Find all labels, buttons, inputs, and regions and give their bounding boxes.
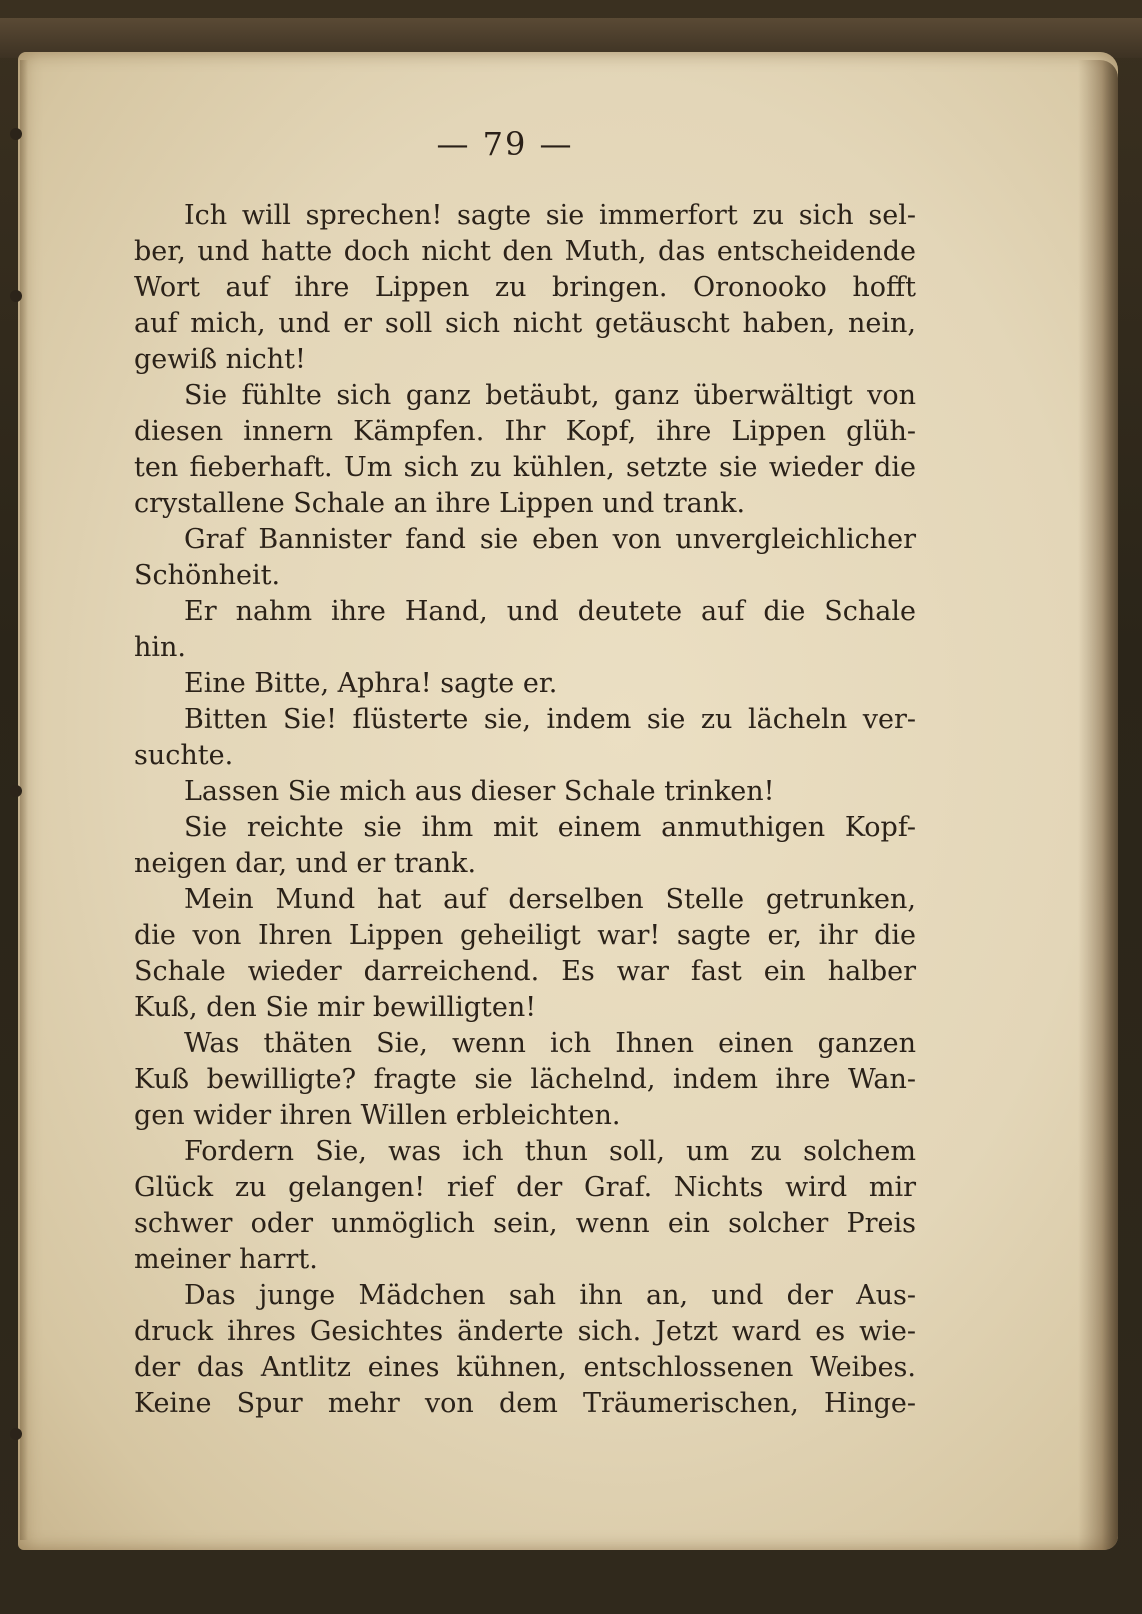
text-line: Kuß bewilligte? fragte sie lächelnd, indem ihre Wan-	[134, 1064, 916, 1095]
page-number: — 79 —	[436, 125, 574, 163]
text-line: der das Antlitz eines kühnen, entschlossenen Weibes.	[134, 1352, 916, 1383]
text-line: die von Ihren Lippen geheiligt war! sagte er, ihr die	[134, 920, 916, 951]
body-text	[134, 198, 916, 1422]
text-line: Schale wieder darreichend. Es war fast ein halber	[134, 956, 916, 987]
text-line: schwer oder unmöglich sein, wenn ein solcher Preis	[134, 1208, 916, 1239]
text-line: crystallene Schale an ihre Lippen und trank.	[134, 488, 746, 519]
text-line: Ich will sprechen! sagte sie immerfort zu sich sel-	[184, 200, 916, 231]
text-line: Sie fühlte sich ganz betäubt, ganz überwältigt von	[184, 380, 916, 411]
text-line: meiner harrt.	[134, 1244, 318, 1275]
page-gutter-shadow	[20, 60, 28, 1540]
text-line: Kuß, den Sie mir bewilligten!	[134, 992, 537, 1023]
text-line: diesen innern Kämpfen. Ihr Kopf, ihre Lippen glüh-	[134, 416, 916, 447]
text-line: auf mich, und er soll sich nicht getäuscht haben, nein,	[134, 308, 916, 339]
text-line: ten fieberhaft. Um sich zu kühlen, setzte sie wieder die	[134, 452, 916, 483]
text-line: Sie reichte sie ihm mit einem anmuthigen Kopf-	[184, 812, 916, 843]
text-line: hin.	[134, 632, 186, 663]
page-right-edge	[1078, 60, 1118, 1550]
text-line: Wort auf ihre Lippen zu bringen. Oronooko hofft	[134, 272, 916, 303]
text-line: Was thäten Sie, wenn ich Ihnen einen ganzen	[184, 1028, 916, 1059]
text-line: ber, und hatte doch nicht den Muth, das entscheidende	[134, 236, 916, 267]
text-line: Bitten Sie! flüsterte sie, indem sie zu lächeln ver-	[184, 704, 916, 735]
text-line: Eine Bitte, Aphra! sagte er.	[184, 668, 558, 699]
text-line: Er nahm ihre Hand, und deutete auf die Schale	[184, 596, 916, 627]
binding-thread-mark	[10, 1428, 22, 1440]
text-line: Glück zu gelangen! rief der Graf. Nichts wird mir	[134, 1172, 916, 1203]
text-line: Keine Spur mehr von dem Träumerischen, Hinge-	[134, 1388, 916, 1419]
text-line: neigen dar, und er trank.	[134, 848, 477, 879]
text-line: gewiß nicht!	[134, 344, 306, 375]
binding-thread-mark	[10, 785, 22, 797]
text-line: Graf Bannister fand sie eben von unvergleichlicher	[184, 524, 916, 555]
text-line: Lassen Sie mich aus dieser Schale trinken!	[184, 776, 775, 807]
text-line: Mein Mund hat auf derselben Stelle getrunken,	[184, 884, 916, 915]
text-line: gen wider ihren Willen erbleichten.	[134, 1100, 621, 1131]
text-line: druck ihres Gesichtes änderte sich. Jetzt ward es wie-	[134, 1316, 916, 1347]
text-line: Das junge Mädchen sah ihn an, und der Aus-	[184, 1280, 916, 1311]
text-line: suchte.	[134, 740, 234, 771]
binding-thread-mark	[10, 128, 22, 140]
binding-thread-mark	[10, 290, 22, 302]
text-line: Schönheit.	[134, 560, 281, 591]
text-line: Fordern Sie, was ich thun soll, um zu solchem	[184, 1136, 916, 1167]
